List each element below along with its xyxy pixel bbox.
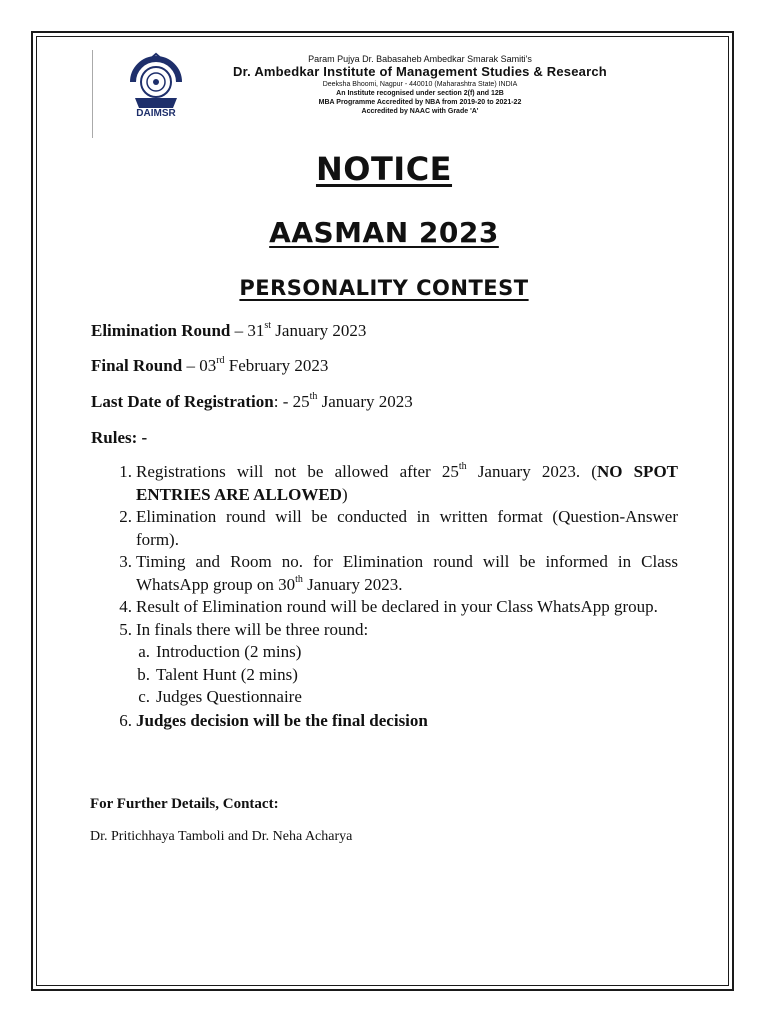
event-title: AASMAN 2023 xyxy=(269,216,499,249)
final-round-item: c. Judges Questionnaire xyxy=(138,687,302,706)
institute-logo-icon xyxy=(129,52,183,110)
institute-address: Deeksha Bhoomi, Nagpur - 440010 (Maharashtra State) INDIA xyxy=(322,81,518,88)
registration-date-post: January 2023 xyxy=(317,392,413,411)
header-divider xyxy=(92,50,93,138)
logo-wordmark: DAIMSR xyxy=(136,108,176,119)
contest-title: PERSONALITY CONTEST xyxy=(239,276,529,300)
institute-name: Dr. Ambedkar Institute of Management Studies & Research xyxy=(233,64,607,79)
contact-names: Dr. Pritichhaya Tamboli and Dr. Neha Acharya xyxy=(90,829,353,844)
final-round-line xyxy=(91,356,328,376)
registration-deadline-line xyxy=(91,392,413,412)
naac-accreditation-line: Accredited by NAAC with Grade 'A' xyxy=(361,108,479,115)
rule-item: 5. In finals there will be three round: xyxy=(119,619,369,639)
final-label: Final Round xyxy=(91,356,183,375)
rule-item: 6. Judges decision will be the final decision xyxy=(119,710,428,730)
final-date-post: February 2023 xyxy=(224,356,329,375)
rule-item: 2. Elimination round will be conducted in written format (Question-Answer form). xyxy=(119,507,678,549)
elimination-label: Elimination Round xyxy=(91,321,231,340)
final-round-item: b. Talent Hunt (2 mins) xyxy=(137,664,298,684)
elimination-date-post: January 2023 xyxy=(271,321,367,340)
letterhead xyxy=(126,48,656,138)
final-date-pre: – 03 xyxy=(182,356,217,375)
recognition-line: An Institute recognised under section 2(f) and 12B xyxy=(336,90,504,97)
contact-heading: For Further Details, Contact: xyxy=(90,796,279,812)
notice-title: NOTICE xyxy=(315,150,453,188)
rules-list xyxy=(110,461,678,732)
final-round-item: a. Introduction (2 mins) xyxy=(138,642,302,661)
samiti-line: Param Pujya Dr. Babasaheb Ambedkar Smarak Samiti's xyxy=(308,54,532,64)
final-date-sup: rd xyxy=(216,355,225,367)
rule-item: 3. Timing and Room no. for Elimination round will be informed in Class WhatsApp group on 30th January 2023. xyxy=(119,552,678,594)
registration-date-sup: th xyxy=(309,391,318,403)
mba-accreditation-line: MBA Programme Accredited by NBA from 2019-20 to 2021-22 xyxy=(318,99,522,106)
elimination-round-line xyxy=(91,321,366,341)
elimination-date-pre: – 31 xyxy=(230,321,265,340)
registration-label: Last Date of Registration xyxy=(91,392,274,411)
rule-item: 1. Registrations will not be allowed after 25th January 2023. (NO SPOT ENTRIES ARE ALLOWED) xyxy=(119,461,679,504)
rules-heading: Rules: - xyxy=(91,428,148,447)
elimination-date-sup: st xyxy=(264,320,272,332)
registration-date-pre: : - 25 xyxy=(273,392,310,411)
rule-item: 4. Result of Elimination round will be declared in your Class WhatsApp group. xyxy=(119,597,658,616)
